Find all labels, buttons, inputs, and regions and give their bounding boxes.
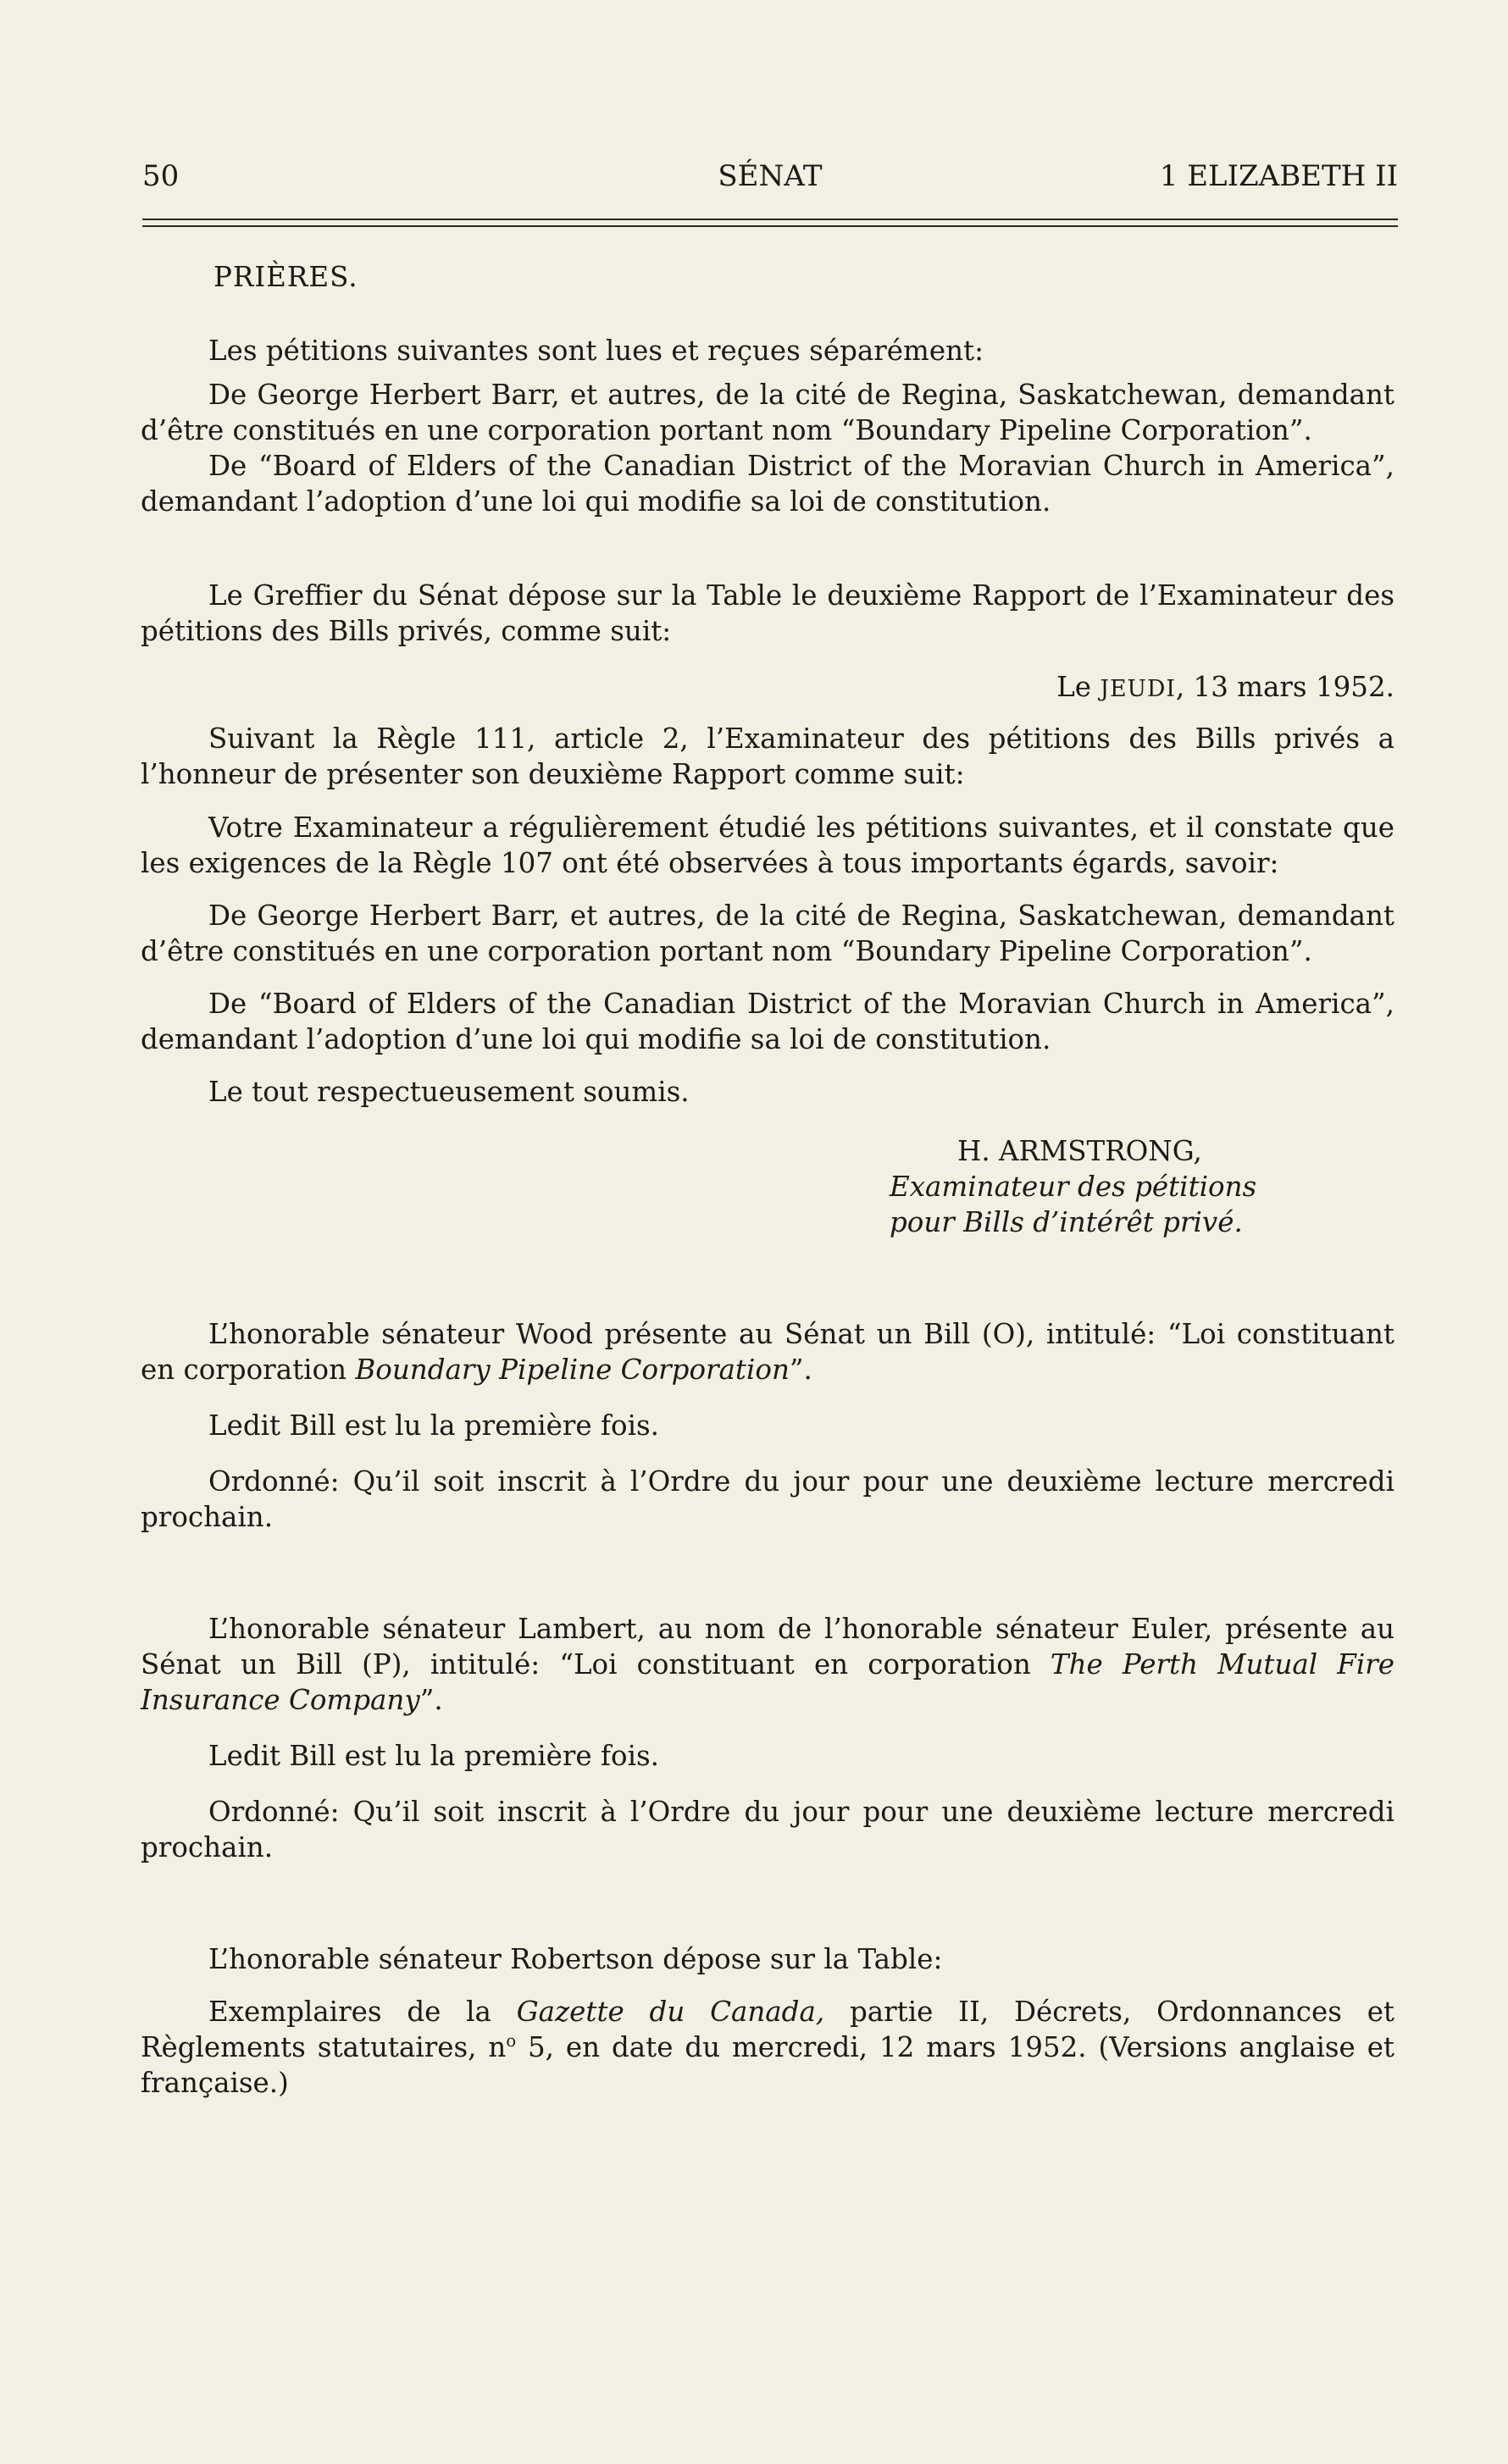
report-paragraph-3: De George Herbert Barr, et autres, de la cité de Regina, Saskatchewan, demandant d’être constitués en une corporation portant nom “Boundary Pipeline Corporation”. (141, 900, 1394, 967)
signature-title-1: Examinateur des pétitions (890, 1171, 1257, 1203)
report-closing: Le tout respectueusement soumis. (208, 1076, 690, 1108)
report-paragraph-2: Votre Examinateur a régulièrement étudié les pétitions suivantes, et il constate que les exigences de la Règle 107 ont été observées à tous importants égards, savoir: (141, 811, 1394, 879)
bill-p-corporation-name: The Perth Mutual Fire Insurance Company (141, 1648, 1394, 1716)
bill-o-first-reading: Ledit Bill est lu la première fois. (208, 1409, 659, 1442)
report-date: Le JEUDI, 13 mars 1952. (1056, 671, 1394, 703)
bill-o-corporation-name: Boundary Pipeline Corporation (355, 1354, 790, 1386)
page-body (141, 259, 1394, 2101)
gazette-intro: L’honorable sénateur Robertson dépose sur la Table: (208, 1943, 943, 1975)
signature-name: H. ARMSTRONG, (957, 1135, 1202, 1167)
bill-p-introduction: L’honorable sénateur Lambert, au nom de l’honorable sénateur Euler, présente au Sénat un Bill (P), intitulé: “Loi constituant en corporation The Perth Mutual Fire Insurance Company”. (141, 1613, 1394, 1716)
header-regnal-year: 1 ELIZABETH II (1159, 159, 1398, 193)
bill-o-order: Ordonné: Qu’il soit inscrit à l’Ordre du jour pour une deuxième lecture mercredi prochain. (141, 1465, 1394, 1533)
section-heading-prieres: PRIÈRES. (213, 261, 358, 293)
greffier-report-intro: Le Greffier du Sénat dépose sur la Table le deuxième Rapport de l’Examinateur des pétitions des Bills privés, comme suit: (141, 579, 1394, 647)
header-title: SÉNAT (718, 159, 823, 193)
petition-barr: De George Herbert Barr, et autres, de la cité de Regina, Saskatchewan, demandant d’être constitués en une corporation portant nom “Boundary Pipeline Corporation”. (141, 379, 1394, 446)
header-rule-top (142, 219, 1398, 220)
bill-o-introduction: L’honorable sénateur Wood présente au Sénat un Bill (O), intitulé: “Loi constituant en corporation Boundary Pipeline Corporation”. (141, 1318, 1394, 1386)
header-rule-bottom (142, 225, 1398, 227)
report-paragraph-1: Suivant la Règle 111, article 2, l’Examinateur des pétitions des Bills privés a l’honneur de présenter son deuxième Rapport comme suit: (141, 723, 1394, 790)
bill-p-first-reading: Ledit Bill est lu la première fois. (208, 1740, 659, 1772)
gazette-title: Gazette du Canada, (516, 1996, 825, 2028)
petition-moravian: De “Board of Elders of the Canadian District of the Moravian Church in America”, demandant l’adoption d’une loi qui modifie sa loi de constitution. (141, 450, 1394, 518)
bill-p-order: Ordonné: Qu’il soit inscrit à l’Ordre du jour pour une deuxième lecture mercredi prochain. (141, 1796, 1394, 1863)
running-header (142, 159, 1398, 202)
page-number: 50 (142, 159, 180, 193)
signature-title-2: pour Bills d’intérêt privé. (890, 1206, 1243, 1238)
signature-block (141, 1133, 1394, 1240)
report-date-day: JEUDI (1100, 676, 1176, 702)
petitions-intro: Les pétitions suivantes sont lues et reçues séparément: (208, 335, 984, 367)
report-paragraph-4: De “Board of Elders of the Canadian District of the Moravian Church in America”, demandant l’adoption d’une loi qui modifie sa loi de constitution. (141, 988, 1394, 1055)
gazette-paragraph: Exemplaires de la Gazette du Canada, partie II, Décrets, Ordonnances et Règlements statutaires, $n^o$ 5, en date du mercredi, 12 mars 1952. (Versions anglaise et française.) (141, 1996, 1394, 2099)
